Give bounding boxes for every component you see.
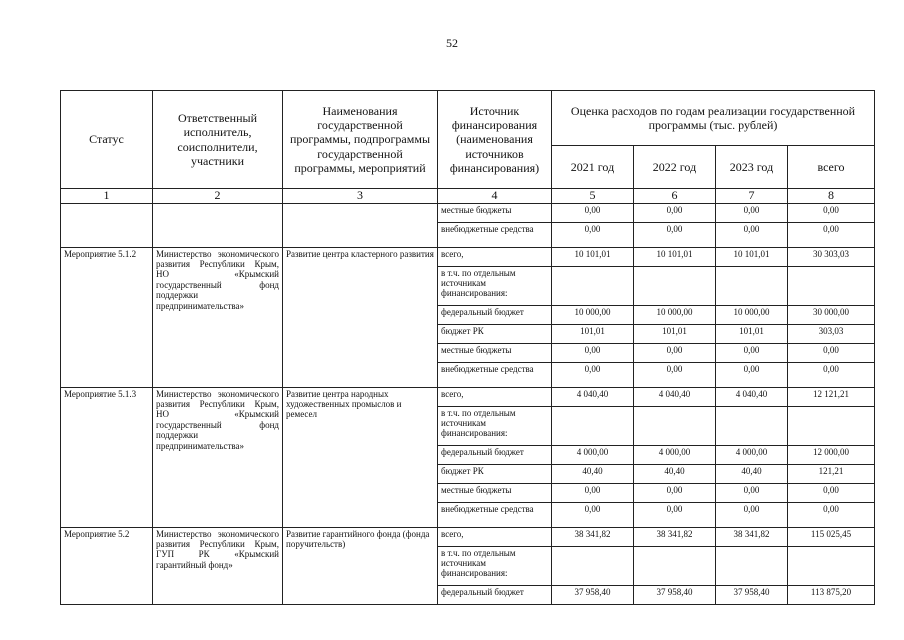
year-value-cell: 0,00 xyxy=(552,222,634,247)
year-value-cell: 10 000,00 xyxy=(716,305,788,324)
header-estimate: Оценка расходов по годам реализации государственной программы (тыс. рублей) xyxy=(552,91,875,146)
executor-cell: Министерство экономического развития Республики Крым, НО «Крымский государственный фонд поддержки предпринимательства» xyxy=(153,387,283,527)
year-value-cell: 0,00 xyxy=(552,203,634,222)
year-value-cell xyxy=(634,546,716,585)
year-value-cell: 101,01 xyxy=(716,324,788,343)
column-number: 1 xyxy=(61,189,153,204)
year-value-cell: 0,00 xyxy=(634,343,716,362)
column-number: 7 xyxy=(716,189,788,204)
total-cell: 115 025,45 xyxy=(788,527,875,546)
source-cell: всего, xyxy=(438,527,552,546)
source-cell: местные бюджеты xyxy=(438,483,552,502)
source-cell: внебюджетные средства xyxy=(438,362,552,387)
year-value-cell: 37 958,40 xyxy=(634,585,716,604)
total-cell: 121,21 xyxy=(788,464,875,483)
total-cell: 0,00 xyxy=(788,343,875,362)
year-value-cell: 4 000,00 xyxy=(634,445,716,464)
year-value-cell: 38 341,82 xyxy=(716,527,788,546)
header-executor: Ответственный исполнитель, соисполнители, участники xyxy=(153,91,283,189)
source-cell: федеральный бюджет xyxy=(438,445,552,464)
program-cell: Развитие центра кластерного развития xyxy=(283,247,438,387)
budget-table xyxy=(60,90,875,605)
total-cell: 0,00 xyxy=(788,483,875,502)
table-row xyxy=(61,247,875,266)
column-number: 8 xyxy=(788,189,875,204)
table-row xyxy=(61,387,875,406)
source-cell: внебюджетные средства xyxy=(438,502,552,527)
year-value-cell: 101,01 xyxy=(634,324,716,343)
year-value-cell: 37 958,40 xyxy=(716,585,788,604)
column-number: 2 xyxy=(153,189,283,204)
source-cell: в т.ч. по отдельным источникам финансирования: xyxy=(438,406,552,445)
source-cell: в т.ч. по отдельным источникам финансирования: xyxy=(438,546,552,585)
year-value-cell: 4 000,00 xyxy=(716,445,788,464)
source-cell: бюджет РК xyxy=(438,324,552,343)
total-cell: 12 121,21 xyxy=(788,387,875,406)
source-cell: бюджет РК xyxy=(438,464,552,483)
year-value-cell: 0,00 xyxy=(716,483,788,502)
year-value-cell: 0,00 xyxy=(716,343,788,362)
year-value-cell xyxy=(634,266,716,305)
status-cell: Мероприятие 5.1.3 xyxy=(61,387,153,527)
total-cell xyxy=(788,406,875,445)
year-value-cell xyxy=(716,266,788,305)
column-number: 5 xyxy=(552,189,634,204)
year-value-cell: 0,00 xyxy=(634,483,716,502)
year-value-cell: 40,40 xyxy=(552,464,634,483)
total-cell xyxy=(788,266,875,305)
year-value-cell: 0,00 xyxy=(716,222,788,247)
year-value-cell: 0,00 xyxy=(716,502,788,527)
source-cell: всего, xyxy=(438,387,552,406)
year-value-cell: 40,40 xyxy=(634,464,716,483)
year-value-cell xyxy=(552,546,634,585)
year-value-cell: 40,40 xyxy=(716,464,788,483)
year-value-cell: 0,00 xyxy=(716,203,788,222)
program-cell-empty xyxy=(283,203,438,247)
table-row xyxy=(61,527,875,546)
year-value-cell: 0,00 xyxy=(634,362,716,387)
year-value-cell: 4 040,40 xyxy=(716,387,788,406)
year-value-cell xyxy=(552,266,634,305)
status-cell: Мероприятие 5.1.2 xyxy=(61,247,153,387)
status-cell-empty xyxy=(61,203,153,247)
year-value-cell: 0,00 xyxy=(552,343,634,362)
year-value-cell: 37 958,40 xyxy=(552,585,634,604)
total-cell: 303,03 xyxy=(788,324,875,343)
header-year-2021: 2021 год xyxy=(552,146,634,189)
source-cell: федеральный бюджет xyxy=(438,305,552,324)
header-program: Наименования государственной программы, подпрограммы государственной программы, мероприятий xyxy=(283,91,438,189)
year-value-cell: 0,00 xyxy=(634,203,716,222)
total-cell: 12 000,00 xyxy=(788,445,875,464)
year-value-cell: 0,00 xyxy=(552,362,634,387)
year-value-cell: 10 101,01 xyxy=(634,247,716,266)
year-value-cell: 4 000,00 xyxy=(552,445,634,464)
total-cell: 30 000,00 xyxy=(788,305,875,324)
source-cell: внебюджетные средства xyxy=(438,222,552,247)
header-year-2023: 2023 год xyxy=(716,146,788,189)
total-cell: 113 875,20 xyxy=(788,585,875,604)
year-value-cell: 0,00 xyxy=(634,502,716,527)
header-status: Статус xyxy=(61,91,153,189)
year-value-cell xyxy=(552,406,634,445)
executor-cell: Министерство экономического развития Республики Крым, ГУП РК «Крымский гарантийный фонд» xyxy=(153,527,283,604)
year-value-cell: 4 040,40 xyxy=(552,387,634,406)
year-value-cell xyxy=(634,406,716,445)
executor-cell: Министерство экономического развития Республики Крым, НО «Крымский государственный фонд поддержки предпринимательства» xyxy=(153,247,283,387)
header-total: всего xyxy=(788,146,875,189)
status-cell: Мероприятие 5.2 xyxy=(61,527,153,604)
total-cell: 0,00 xyxy=(788,203,875,222)
year-value-cell: 4 040,40 xyxy=(634,387,716,406)
year-value-cell: 0,00 xyxy=(552,483,634,502)
total-cell xyxy=(788,546,875,585)
source-cell: федеральный бюджет xyxy=(438,585,552,604)
source-cell: местные бюджеты xyxy=(438,203,552,222)
column-number: 3 xyxy=(283,189,438,204)
total-cell: 0,00 xyxy=(788,362,875,387)
executor-cell-empty xyxy=(153,203,283,247)
source-cell: всего, xyxy=(438,247,552,266)
year-value-cell: 0,00 xyxy=(634,222,716,247)
column-number: 6 xyxy=(634,189,716,204)
year-value-cell: 10 101,01 xyxy=(552,247,634,266)
total-cell: 0,00 xyxy=(788,502,875,527)
program-cell: Развитие гарантийного фонда (фонда поручительств) xyxy=(283,527,438,604)
year-value-cell xyxy=(716,406,788,445)
year-value-cell: 38 341,82 xyxy=(634,527,716,546)
year-value-cell xyxy=(716,546,788,585)
year-value-cell: 38 341,82 xyxy=(552,527,634,546)
year-value-cell: 0,00 xyxy=(552,502,634,527)
table-row xyxy=(61,203,875,222)
column-number: 4 xyxy=(438,189,552,204)
program-cell: Развитие центра народных художественных промыслов и ремесел xyxy=(283,387,438,527)
total-cell: 30 303,03 xyxy=(788,247,875,266)
header-source: Источник финансирования (наименования источников финансирования) xyxy=(438,91,552,189)
year-value-cell: 10 101,01 xyxy=(716,247,788,266)
total-cell: 0,00 xyxy=(788,222,875,247)
source-cell: в т.ч. по отдельным источникам финансирования: xyxy=(438,266,552,305)
header-year-2022: 2022 год xyxy=(634,146,716,189)
year-value-cell: 10 000,00 xyxy=(552,305,634,324)
year-value-cell: 0,00 xyxy=(716,362,788,387)
page-number: 52 xyxy=(446,36,458,50)
source-cell: местные бюджеты xyxy=(438,343,552,362)
year-value-cell: 101,01 xyxy=(552,324,634,343)
year-value-cell: 10 000,00 xyxy=(634,305,716,324)
column-number-row xyxy=(61,189,875,204)
